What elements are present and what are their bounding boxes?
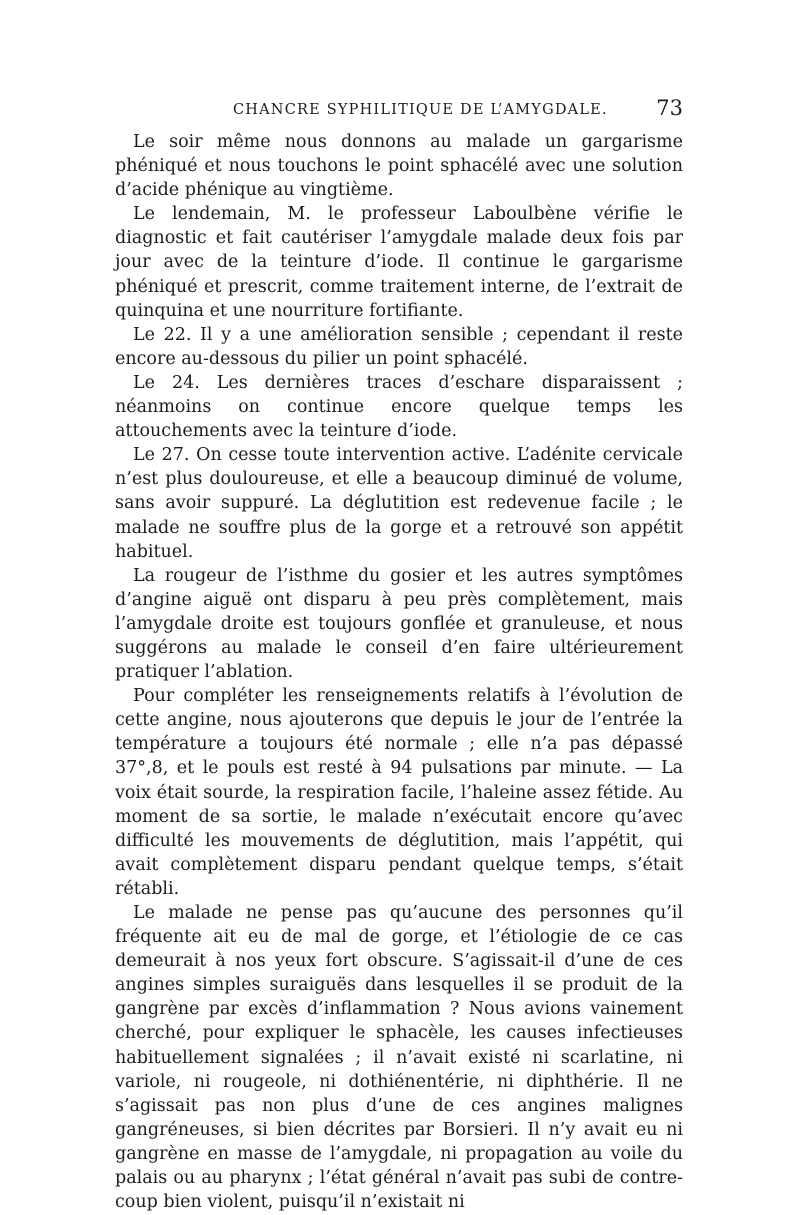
running-title: CHANCRE SYPHILITIQUE DE L’AMYGDALE. [233,102,608,118]
running-head [115,96,685,126]
paragraph: Le soir même nous donnons au malade un gargarisme phéniqué et nous touchons le point sphacélé avec une solution d’acide phénique au vingtième. [115,132,683,201]
paragraph: Le 27. On cesse toute intervention active. L’adénite cervicale n’est plus douloureuse, et elle a beaucoup diminué de volume, sans avoir suppuré. La déglutition est redevenue facile ; le malade ne souffre plus de la gorge et a retrouvé son appétit habituel. [115,445,683,562]
paragraph: Le lendemain, M. le professeur Laboulbène vérifie le diagnostic et fait cautériser l’amygdale malade deux fois par jour avec de la teinture d’iode. Il continue le gargarisme phéniqué et prescrit, comme traitement interne, de l’extrait de quinquina et une nourriture fortifiante. [115,204,683,321]
paragraph: Le malade ne pense pas qu’aucune des personnes qu’il fréquente ait eu de mal de gorge, et l’étiologie de ce cas demeurait à nos yeux fort obscure. S’agissait-il d’une de ces angines simples suraiguës dans lesquelles il se produit de la gangrène par excès d’inflammation ? Nous avions vainement cherché, pour expliquer le sphacèle, les causes infectieuses habituellement signalées ; il n’avait existé ni scarlatine, ni variole, ni rougeole, ni dothiénentérie, ni diphthérie. Il ne s’agissait pas non plus d’une de ces angines malignes gangréneuses, si bien décrites par Borsieri. Il n’y avait eu ni gangrène en masse de l’amygdale, ni propagation au voile du palais ou au pharynx ; l’état général n’avait pas subi de contre-coup bien violent, puisqu’il n’existait ni [115,903,683,1213]
body-text [115,130,683,1214]
paragraph: Le 24. Les dernières traces d’eschare disparaissent ; néanmoins on continue encore quelque temps les attouchements avec la teinture d’iode. [115,372,683,442]
paragraph: Le 22. Il y a une amélioration sensible ; cependant il reste encore au-dessous du pilier un point sphacélé. [115,324,683,369]
page-number: 73 [656,96,683,120]
paragraph: Pour compléter les renseignements relatifs à l’évolution de cette angine, nous ajouterons que depuis le jour de l’entrée la température a toujours été normale ; elle n’a pas dépassé 37°,8, et le pouls est resté à 94 pulsations par minute. — La voix était sourde, la respiration facile, l’haleine assez fétide. Au moment de sa sortie, le malade n’exécutait encore qu’avec difficulté les mouvements de déglutition, mais l’appétit, qui avait complètement disparu pendant quelque temps, s’était rétabli. [115,686,683,899]
paragraph: La rougeur de l’isthme du gosier et les autres symptômes d’angine aiguë ont disparu à peu près complètement, mais l’amygdale droite est toujours gonflée et granuleuse, et nous suggérons au malade le conseil d’en faire ultérieurement pratiquer l’ablation. [115,565,683,683]
